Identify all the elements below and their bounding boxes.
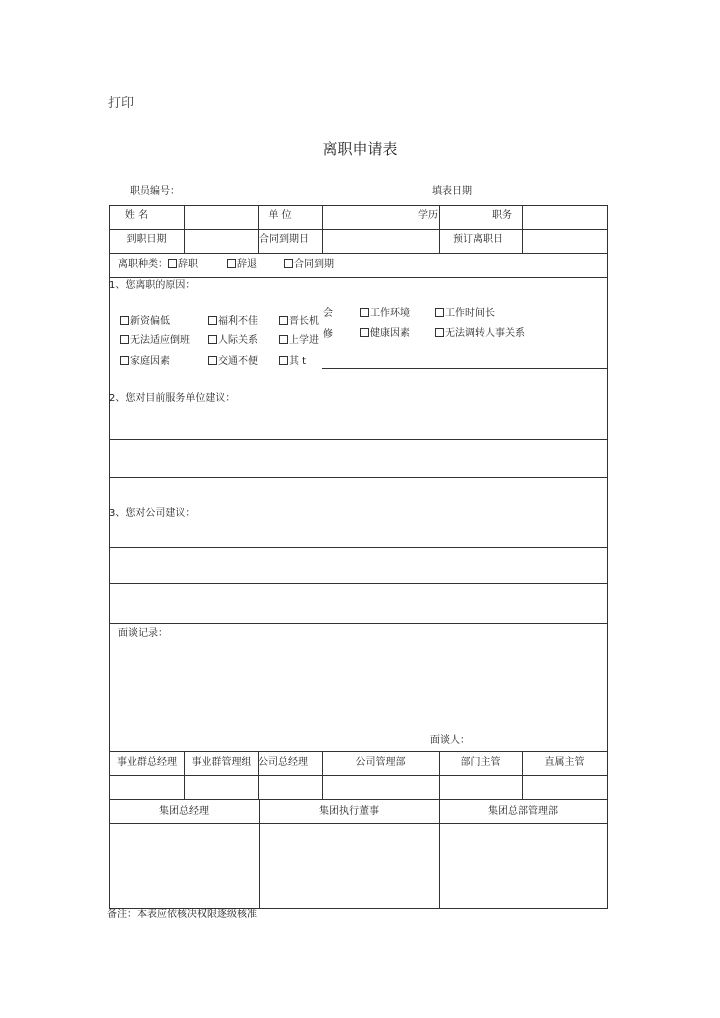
approval-group-gm: 集团总经理 <box>159 806 209 817</box>
reason-transfer[interactable]: 无法调转人事关系 <box>435 328 525 340</box>
checkbox-icon <box>208 316 217 325</box>
reason-family[interactable]: 家庭因素 <box>120 356 170 368</box>
footnote: 备注：本表应依核决权限逐级核准 <box>107 909 257 920</box>
form-title: 离职申请表 <box>322 140 398 158</box>
reason-shift[interactable]: 无法适应倒班 <box>120 335 190 347</box>
q2-label: 2、您对目前服务单位建议： <box>109 393 236 404</box>
q3-answer-field-2[interactable] <box>112 586 604 620</box>
q1-label: 1、您离职的原因： <box>109 280 196 291</box>
reason-health[interactable]: 健康因素 <box>360 328 410 340</box>
approval-group-exec-director: 集团执行董事 <box>319 806 379 817</box>
checkbox-icon <box>435 328 444 337</box>
interviewer-label: 面谈人： <box>430 735 470 746</box>
approval-group-hq-admin: 集团总部管理部 <box>488 806 558 817</box>
checkbox-icon <box>360 328 369 337</box>
checkbox-icon <box>168 259 177 268</box>
unit-label: 单 位 <box>268 210 292 221</box>
approval-direct-supervisor: 直属主管 <box>544 757 585 768</box>
reason-benefits[interactable]: 福利不佳 <box>208 316 258 328</box>
leave-type-contract-end[interactable]: 合同到期 <box>284 259 334 271</box>
leave-type-resign[interactable]: 辞职 <box>168 259 198 271</box>
checkbox-icon <box>279 316 288 325</box>
leave-type-label: 离职种类： <box>118 259 168 270</box>
checkbox-icon <box>120 356 129 365</box>
approval-company-admin: 公司管理部 <box>355 757 406 768</box>
employee-no-label: 职员编号： <box>130 186 180 197</box>
unit-field[interactable] <box>324 207 414 227</box>
leave-type-dismiss[interactable]: 辞退 <box>227 259 257 271</box>
expected-leave-field[interactable] <box>524 231 604 251</box>
position-label: 职务 <box>492 210 512 221</box>
reason-environment[interactable]: 工作环境 <box>360 308 410 320</box>
contract-end-field[interactable] <box>324 231 436 251</box>
reason-suffix-xiu: 修 <box>323 329 333 340</box>
reason-other[interactable]: 其 t <box>279 356 306 368</box>
reason-low-salary[interactable]: 新资偏低 <box>120 316 170 328</box>
fill-date-label: 填表日期 <box>432 186 472 197</box>
checkbox-icon <box>360 308 369 317</box>
interview-label: 面谈记录： <box>118 628 168 639</box>
position-field[interactable] <box>524 207 604 227</box>
checkbox-icon <box>284 259 293 268</box>
reason-suffix-hui: 会 <box>323 308 333 319</box>
reason-relations[interactable]: 人际关系 <box>208 335 258 347</box>
approval-company-gm: 公司总经理 <box>258 757 308 768</box>
reason-transport[interactable]: 交通不便 <box>208 356 258 368</box>
start-date-label: 到职日期 <box>126 234 167 245</box>
checkbox-icon <box>120 316 129 325</box>
q2-answer-field[interactable] <box>112 442 604 474</box>
approval-dept-head: 部门主管 <box>460 757 501 768</box>
print-link[interactable]: 打印 <box>108 96 135 111</box>
approval-bg-admin: 事业群管理组 <box>191 757 252 768</box>
name-label: 姓 名 <box>124 210 149 221</box>
approval-bg-gm: 事业群总经理 <box>117 757 177 768</box>
checkbox-icon <box>208 335 217 344</box>
checkbox-icon <box>208 356 217 365</box>
checkbox-icon <box>227 259 236 268</box>
q3-label: 3、您对公司建议： <box>109 508 196 519</box>
contract-end-label: 合同到期日 <box>259 234 309 245</box>
checkbox-icon <box>120 335 129 344</box>
reason-study[interactable]: 上学进 <box>279 335 319 347</box>
q3-answer-field-1[interactable] <box>112 550 604 580</box>
reason-promotion[interactable]: 晋长机 <box>279 316 319 328</box>
name-field[interactable] <box>186 207 256 227</box>
reason-long-hours[interactable]: 工作时间长 <box>435 308 495 320</box>
checkbox-icon <box>435 308 444 317</box>
expected-leave-label: 预订离职日 <box>453 234 503 245</box>
checkbox-icon <box>279 335 288 344</box>
checkbox-icon <box>279 356 288 365</box>
start-date-field[interactable] <box>186 231 256 251</box>
education-label: 学历 <box>418 210 438 221</box>
